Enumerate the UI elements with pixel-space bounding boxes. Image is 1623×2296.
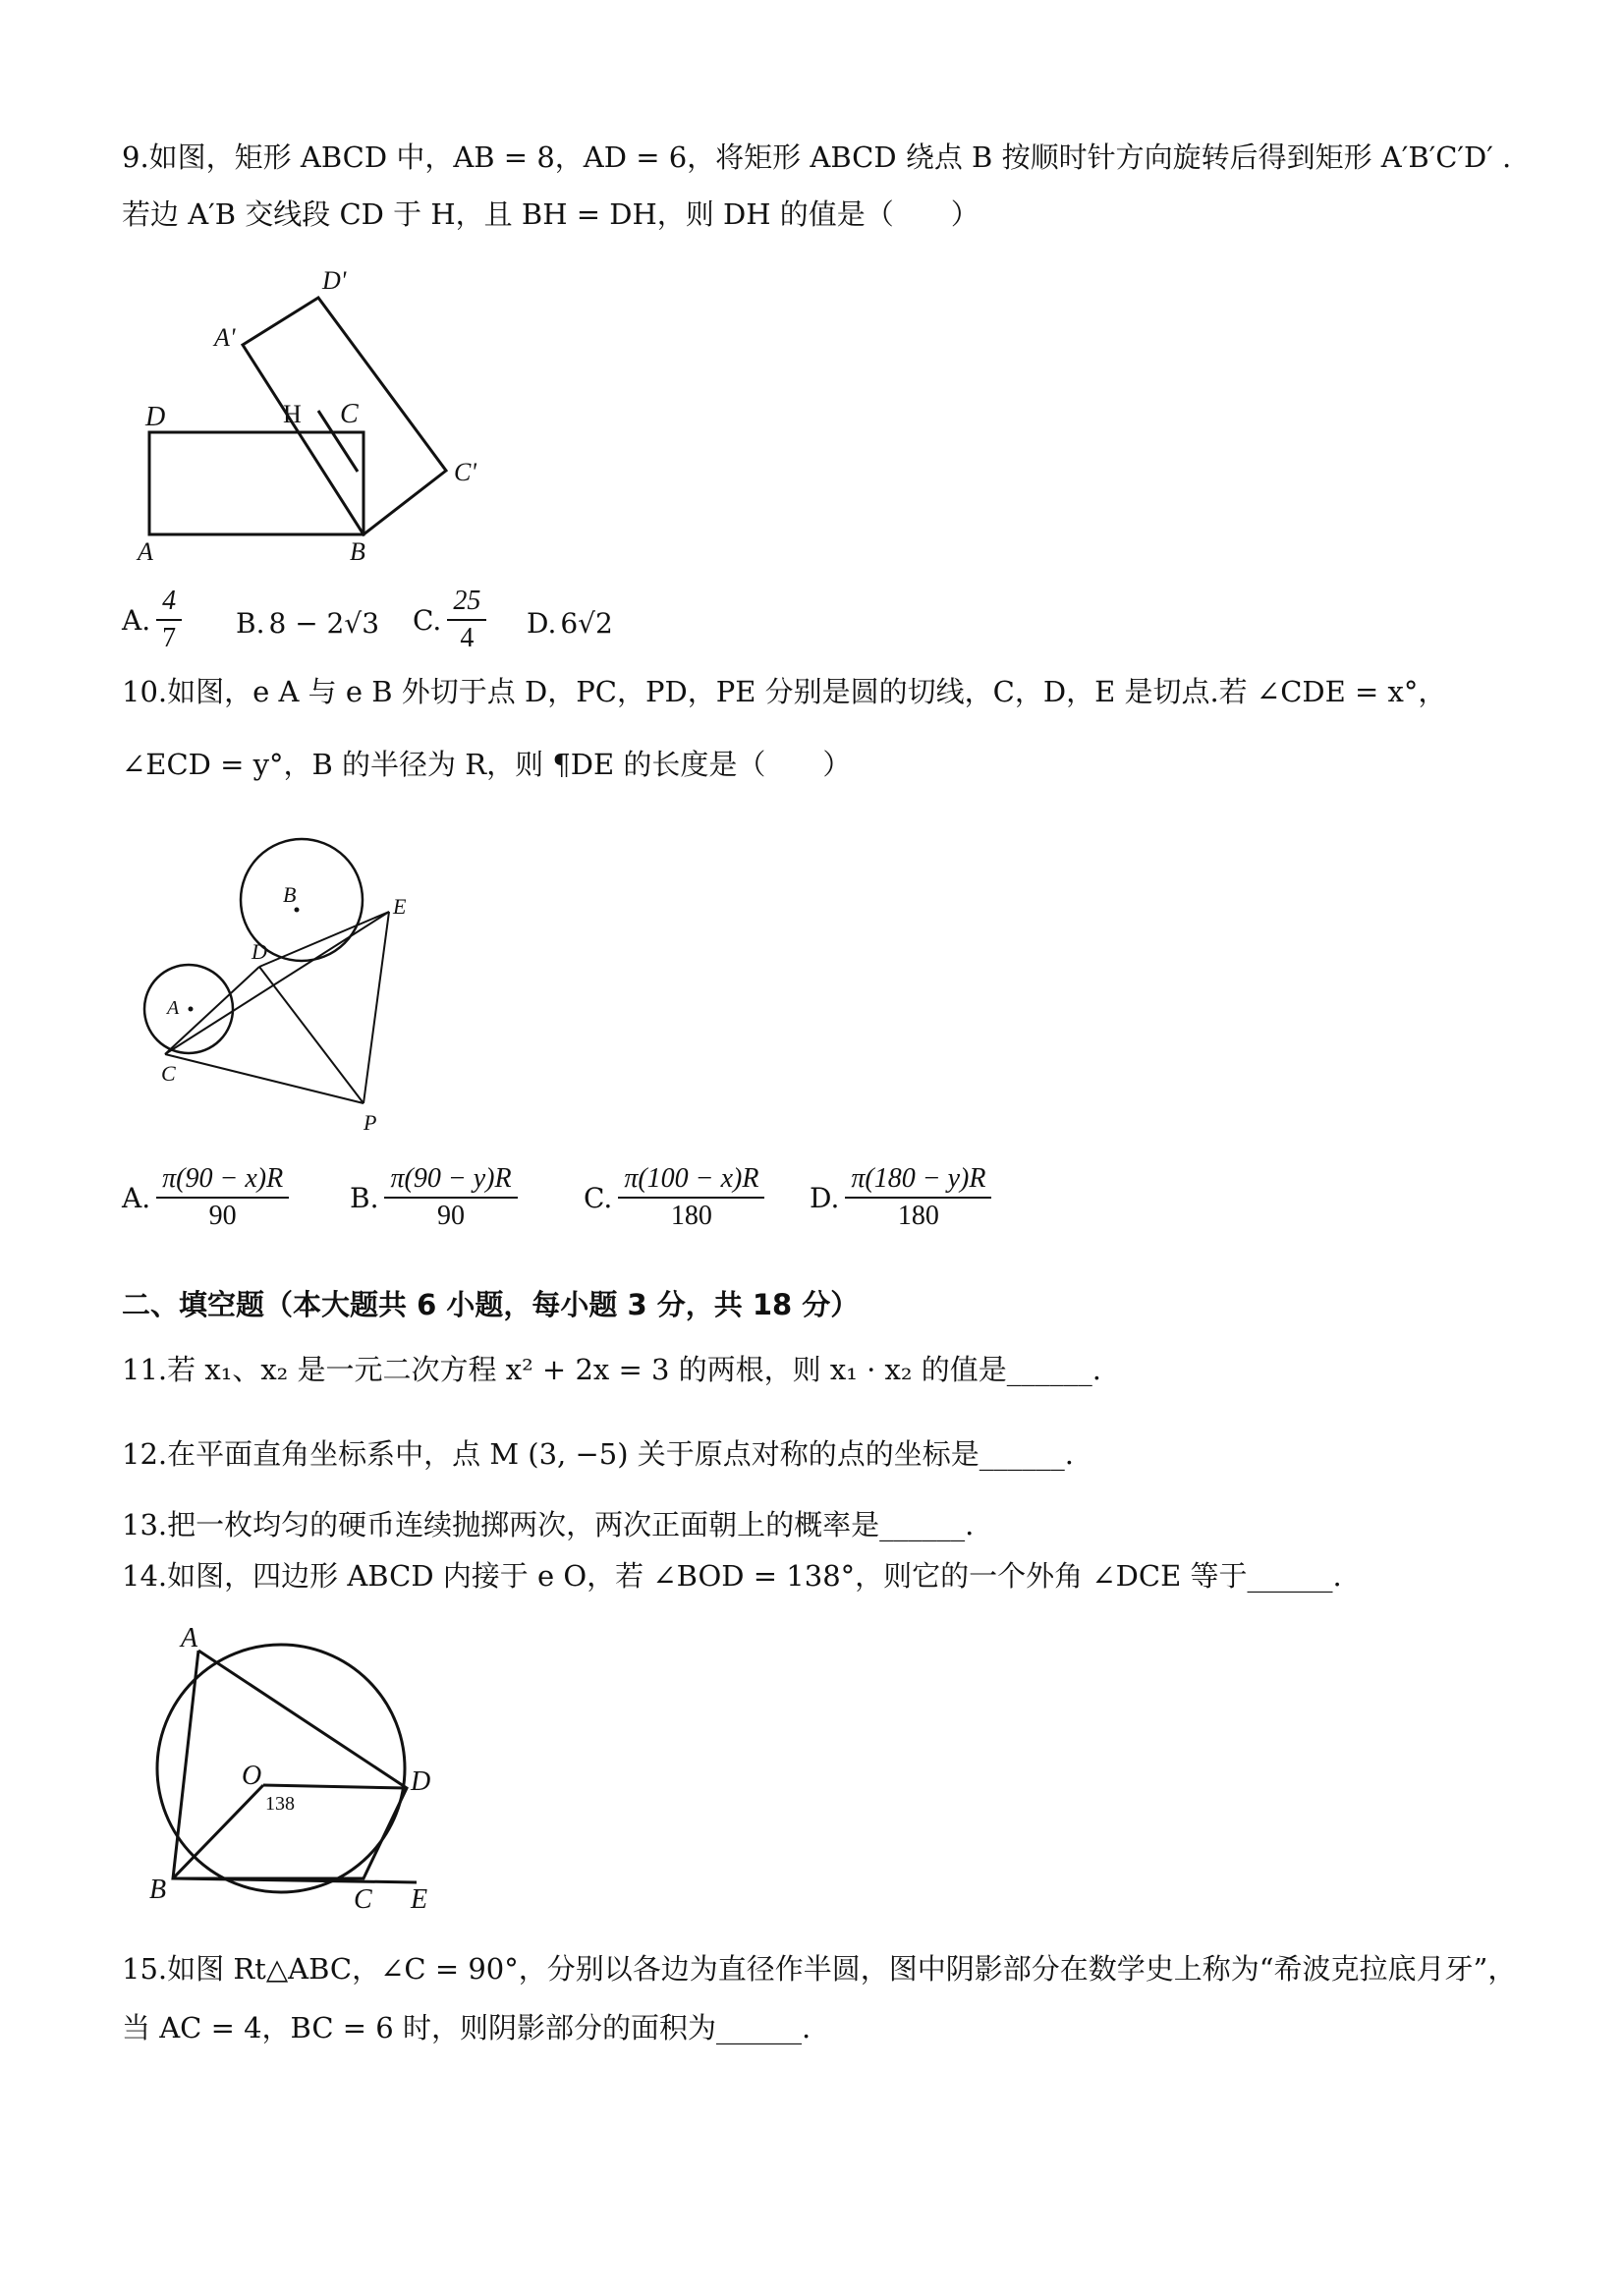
q9-option-c-den: 4 [460, 623, 475, 653]
q9-option-c-num: 25 [447, 586, 486, 621]
q10-label-B: B [283, 882, 297, 907]
q10-option-b-num: π(90 − y)R [384, 1163, 517, 1199]
q10-option-c-num: π(100 − x)R [618, 1163, 764, 1199]
q10-label-E: E [393, 894, 407, 919]
q10-option-d[interactable]: D. $\frac{\pi(180 - y)R}{180}$ [810, 1163, 991, 1232]
q10-stem-line1: 10.如图，e A 与 e B 外切于点 D，PC，PD，PE 分别是圆的切线，C，D，E 是切点.若 ∠CDE = x°， [122, 675, 1447, 708]
q9-label-H: H [283, 400, 302, 428]
q10-stem-line2: ∠ECD = y°，B 的半径为 R，则 ¶DE 的长度是（ ） [122, 748, 852, 781]
q9-option-d[interactable]: D. 6√2 [527, 607, 613, 640]
q9-option-a[interactable]: A. $\frac{4}{7}$ [122, 586, 182, 654]
q9-label-D: D [145, 402, 166, 432]
q9-option-a-den: 7 [162, 623, 177, 653]
q9-label-Dp: D' [322, 266, 347, 295]
q10-label-D: D [252, 939, 267, 964]
q9-option-c[interactable]: C. $\frac{25}{4}$ [413, 586, 486, 654]
q14-label-B: B [149, 1875, 167, 1905]
q14-label-E: E [411, 1884, 428, 1915]
q9-option-b[interactable]: B. 8 − 2√3 [236, 607, 380, 640]
q13-text: 13.把一枚均匀的硬币连续抛掷两次，两次正面朝上的概率是______. [122, 1508, 975, 1541]
q15-stem-line2: 当 AC = 4，BC = 6 时，则阴影部分的面积为______. [122, 2011, 812, 2044]
q14-label-D: D [411, 1766, 431, 1797]
q9-option-a-num: 4 [156, 586, 182, 621]
q10-label-P: P [364, 1110, 377, 1135]
q14-label-O: O [242, 1761, 262, 1791]
q10-option-a-den: 90 [208, 1201, 237, 1231]
q9-label-B: B [350, 537, 365, 566]
q9-stem-line2: 若边 A′B 交线段 CD 于 H，且 BH = DH，则 DH 的值是（ ） [122, 197, 979, 231]
q12-text: 12.在平面直角坐标系中，点 M (3, −5) 关于原点对称的点的坐标是______. [122, 1437, 1074, 1471]
q10-option-a-num: π(90 − x)R [156, 1163, 289, 1199]
q14-label-angle: 138 [265, 1793, 295, 1815]
q9-label-A: A [138, 537, 153, 566]
q10-option-c[interactable]: C. $\frac{\pi(100 - x)R}{180}$ [584, 1163, 764, 1232]
q10-label-A: A [167, 997, 180, 1019]
q10-option-b[interactable]: B. $\frac{\pi(90 - y)R}{90}$ [350, 1163, 518, 1232]
q9-figure [128, 263, 501, 568]
q9-label-Cp: C' [454, 458, 476, 486]
q10-option-a[interactable]: A. $\frac{\pi(90 - x)R}{90}$ [122, 1163, 289, 1232]
q10-option-c-den: 180 [670, 1201, 712, 1231]
q15-stem-line1: 15.如图 Rt△ABC，∠C = 90°，分别以各边为直径作半圆，图中阴影部分在数学史上称为“希波克拉底月牙”， [122, 1952, 1517, 1986]
q10-label-C: C [161, 1061, 176, 1086]
q14-text: 14.如图，四边形 ABCD 内接于 e O，若 ∠BOD = 138°，则它的一个外角 ∠DCE 等于______. [122, 1559, 1342, 1593]
q9-stem-line1: 9.如图，矩形 ABCD 中，AB = 8，AD = 6，将矩形 ABCD 绕点 B 按顺时针方向旋转后得到矩形 A′B′C′D′ . [122, 140, 1512, 174]
q10-figure [122, 812, 436, 1136]
q9-label-C: C [340, 399, 359, 429]
section-heading: 二、填空题（本大题共 6 小题，每小题 3 分，共 18 分） [122, 1288, 860, 1321]
q10-option-d-num: π(180 − y)R [845, 1163, 991, 1199]
q10-option-b-den: 90 [437, 1201, 466, 1231]
q10-option-d-den: 180 [897, 1201, 939, 1231]
q14-label-C: C [354, 1884, 372, 1915]
q14-label-A: A [181, 1623, 198, 1653]
q14-figure [122, 1621, 456, 1916]
q11-text: 11.若 x₁、x₂ 是一元二次方程 x² + 2x = 3 的两根，则 x₁ · x₂ 的值是______. [122, 1353, 1101, 1386]
q9-label-Ap: A' [214, 323, 236, 352]
